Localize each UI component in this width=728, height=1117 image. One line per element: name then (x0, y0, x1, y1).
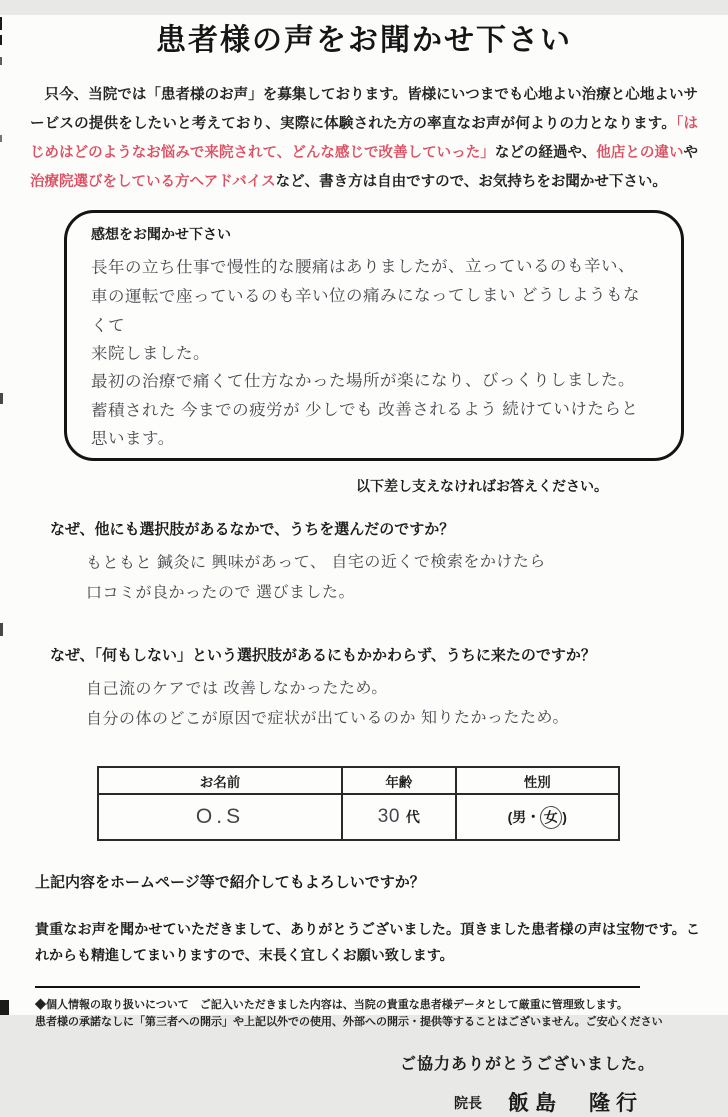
scan-artifact (0, 17, 2, 30)
name-value-cell (98, 794, 342, 840)
handwritten-line: 蓄積された 今までの疲労が 少しでも 改善されるよう 続けていけたらと (90, 399, 639, 420)
feedback-comment-box (64, 210, 684, 461)
optional-answer-note: 以下差し支えなければお答えください。 (356, 478, 608, 494)
intro-text-segment: 只今、当院では「患者様のお声」を募集しております。皆様にいつまでも心地よい治療と心地よいサービスの提供をしたいと考えており、実際に体験された方の率直なお声が何よりの力となります。 (30, 87, 698, 132)
age-value-cell (342, 794, 456, 840)
scan-artifact (0, 35, 2, 45)
intro-highlight-segment: 他店との違い (596, 145, 684, 161)
handwritten-line: 来院しました。 (90, 344, 211, 363)
question-label: なぜ、他にも選択肢があるなかで、うちを選んだのですか？ (50, 521, 455, 538)
handwritten-line: 自分の体のどこが原因で症状が出ているのか 知りたかったため。 (85, 709, 569, 729)
handwritten-answer (86, 674, 678, 734)
table-value-row (98, 794, 619, 840)
director-title: 院長 (454, 1095, 482, 1111)
scan-artifact (0, 623, 3, 636)
gender-options: (男・ 女 ) (508, 809, 567, 825)
intro-text-segment: など、書き方は自由ですので、お気持ちをお聞かせ下さい。 (275, 174, 667, 190)
privacy-line: ◆個人情報の取り扱いについて ご記入いただきました内容は、当院の貴重な患者様データとして厳重に管理致します。 (35, 999, 628, 1011)
question-why-came (50, 644, 678, 734)
intro-text-segment: などの経過や、 (494, 145, 597, 161)
feedback-box-label: 感想をお聞かせ下さい (91, 226, 231, 242)
column-header-age: 年齢 (342, 767, 456, 794)
section-divider (35, 986, 640, 988)
director-name: 飯島 隆行 (508, 1092, 643, 1115)
handwritten-line: 思います。 (90, 429, 175, 448)
closing-thanks: ご協力ありがとうございました。 (399, 1056, 655, 1073)
scan-artifact (0, 57, 2, 65)
intro-text-segment: や (683, 145, 698, 161)
handwritten-answer (86, 548, 678, 608)
page-title: 患者様の声をお聞かせ下さい (156, 24, 572, 57)
handwritten-line: もともと 鍼灸に 興味があって、 自宅の近くで検索をかけたら (85, 553, 546, 573)
table-header-row (98, 767, 619, 794)
column-header-name: お名前 (98, 767, 342, 794)
handwritten-line: 車の運転で座っているのも辛い位の痛みになってしまい どうしようもなくて (90, 285, 641, 334)
age-value: 30 (377, 806, 400, 827)
privacy-notice (35, 997, 698, 1031)
scan-artifact (0, 1000, 9, 1015)
question-label: なぜ、「何もしない」という選択肢があるにもかかわらず、うちに来たのですか？ (50, 647, 596, 664)
scan-artifact (0, 393, 3, 404)
handwritten-feedback (91, 253, 657, 453)
handwritten-line: 口コミが良かったので 選びました。 (85, 584, 355, 603)
patient-feedback-form-scan (0, 15, 728, 1115)
name-value: O.S (195, 805, 245, 828)
intro-highlight-segment: 「はじめはどのようなお悩みで来院されて、どんな感じで改善していった」 (30, 116, 699, 161)
publish-permission-question: 上記内容をホームページ等で紹介してもよろしいですか？ (35, 874, 425, 891)
column-header-gender: 性別 (456, 767, 619, 794)
gender-value-cell (456, 794, 619, 840)
question-why-chose-us (50, 518, 678, 608)
handwritten-line: 最初の治療で痛くて仕方なかった場所が楽になり、びっくりしました。 (90, 371, 636, 391)
intro-highlight-segment: 治療院選びをしている方へアドバイス (30, 174, 276, 190)
patient-info-table (97, 766, 620, 841)
thanks-paragraph: 貴重なお声を聞かせていただきまして、ありがとうございました。頂きました患者様の声は宝物です。これからも精進してまいりますので、末長く宜しくお願い致します。 (35, 921, 700, 963)
age-unit-label: 代 (405, 809, 420, 825)
handwritten-line: 長年の立ち仕事で慢性的な腰痛はありましたが、立っているのも辛い、 (90, 257, 636, 277)
privacy-line: 患者様の承諾なしに「第三者への開示」や上記以外での使用、外部への開示・提供等することはございません。ご安心ください (35, 1016, 663, 1028)
director-signature (0, 1087, 643, 1117)
scan-artifact (0, 135, 2, 142)
intro-paragraph (30, 81, 698, 197)
gender-selected-circle: 女 (539, 804, 563, 829)
handwritten-line: 自己流のケアでは 改善しなかったため。 (85, 679, 388, 699)
